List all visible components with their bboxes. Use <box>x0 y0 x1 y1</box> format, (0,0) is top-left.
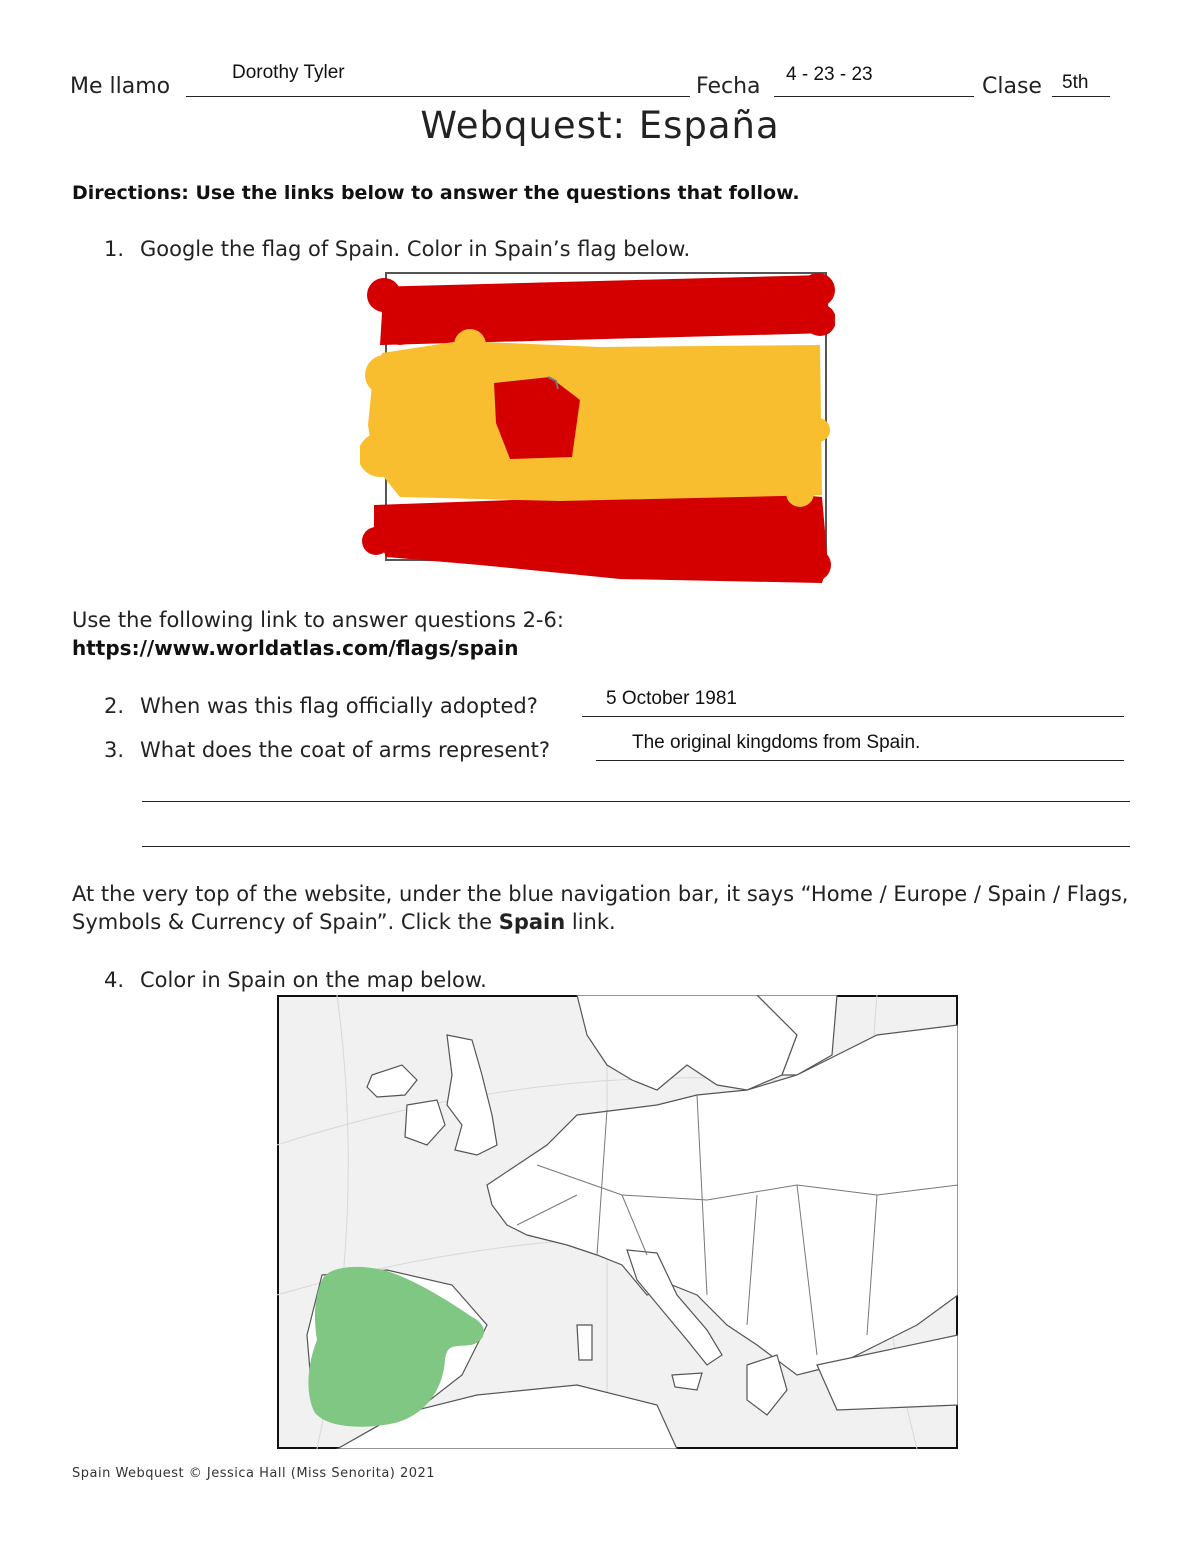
name-underline <box>186 96 690 97</box>
class-label: Clase <box>982 74 1042 99</box>
worldatlas-link[interactable]: https://www.worldatlas.com/flags/spain <box>72 636 519 660</box>
date-field[interactable]: 4 - 23 - 23 <box>786 64 873 85</box>
map-sicily <box>672 1373 702 1390</box>
question-4-number: 4. <box>104 968 125 992</box>
class-field[interactable]: 5th <box>1062 72 1089 93</box>
question-1 <box>104 237 690 261</box>
question-3-underline <box>596 760 1124 761</box>
question-3-text: What does the coat of arms represent? <box>140 738 551 762</box>
directions: Directions: Use the links below to answer the questions that follow. <box>72 182 800 204</box>
europe-map[interactable] <box>277 995 958 1449</box>
question-2-text: When was this flag officially adopted? <box>140 694 538 718</box>
question-3-answer-line-3[interactable] <box>142 846 1130 847</box>
spain-link-mention: Spain <box>498 910 566 934</box>
name-label: Me llamo <box>70 74 171 99</box>
question-2-underline <box>582 716 1124 717</box>
page-title: Webquest: España <box>420 104 780 147</box>
question-3-answer-line-2[interactable] <box>142 801 1130 802</box>
class-underline <box>1052 96 1110 97</box>
question-4-text: Color in Spain on the map below. <box>140 968 487 992</box>
question-1-text: Google the flag of Spain. Color in Spain’s flag below. <box>140 237 691 261</box>
question-2 <box>104 694 538 718</box>
nav-instructions-text: At the very top of the website, under the blue navigation bar, it says “Home / Europe / Spain / Flags, Symbols & Currency of Spain”. Click the <box>72 882 1129 934</box>
link-intro: Use the following link to answer questions 2-6: <box>72 608 564 632</box>
flag-yellow-stripe <box>360 329 830 507</box>
question-3-answer[interactable]: The original kingdoms from Spain. <box>632 732 921 753</box>
flag-red-bottom-stripe <box>362 491 831 583</box>
name-field[interactable]: Dorothy Tyler <box>232 62 345 83</box>
map-sardinia <box>577 1325 592 1360</box>
question-1-number: 1. <box>104 237 125 261</box>
question-3-number: 3. <box>104 738 125 762</box>
footer-copyright: Spain Webquest © Jessica Hall (Miss Senorita) 2021 <box>72 1466 436 1481</box>
question-3 <box>104 738 550 762</box>
date-underline <box>774 96 974 97</box>
question-2-answer[interactable]: 5 October 1981 <box>606 688 737 709</box>
nav-instructions-end: link. <box>565 910 616 934</box>
nav-instructions <box>72 880 1132 936</box>
question-4 <box>104 968 487 992</box>
date-label: Fecha <box>696 74 761 99</box>
question-2-number: 2. <box>104 694 125 718</box>
flag-drawing-area[interactable] <box>360 265 835 595</box>
